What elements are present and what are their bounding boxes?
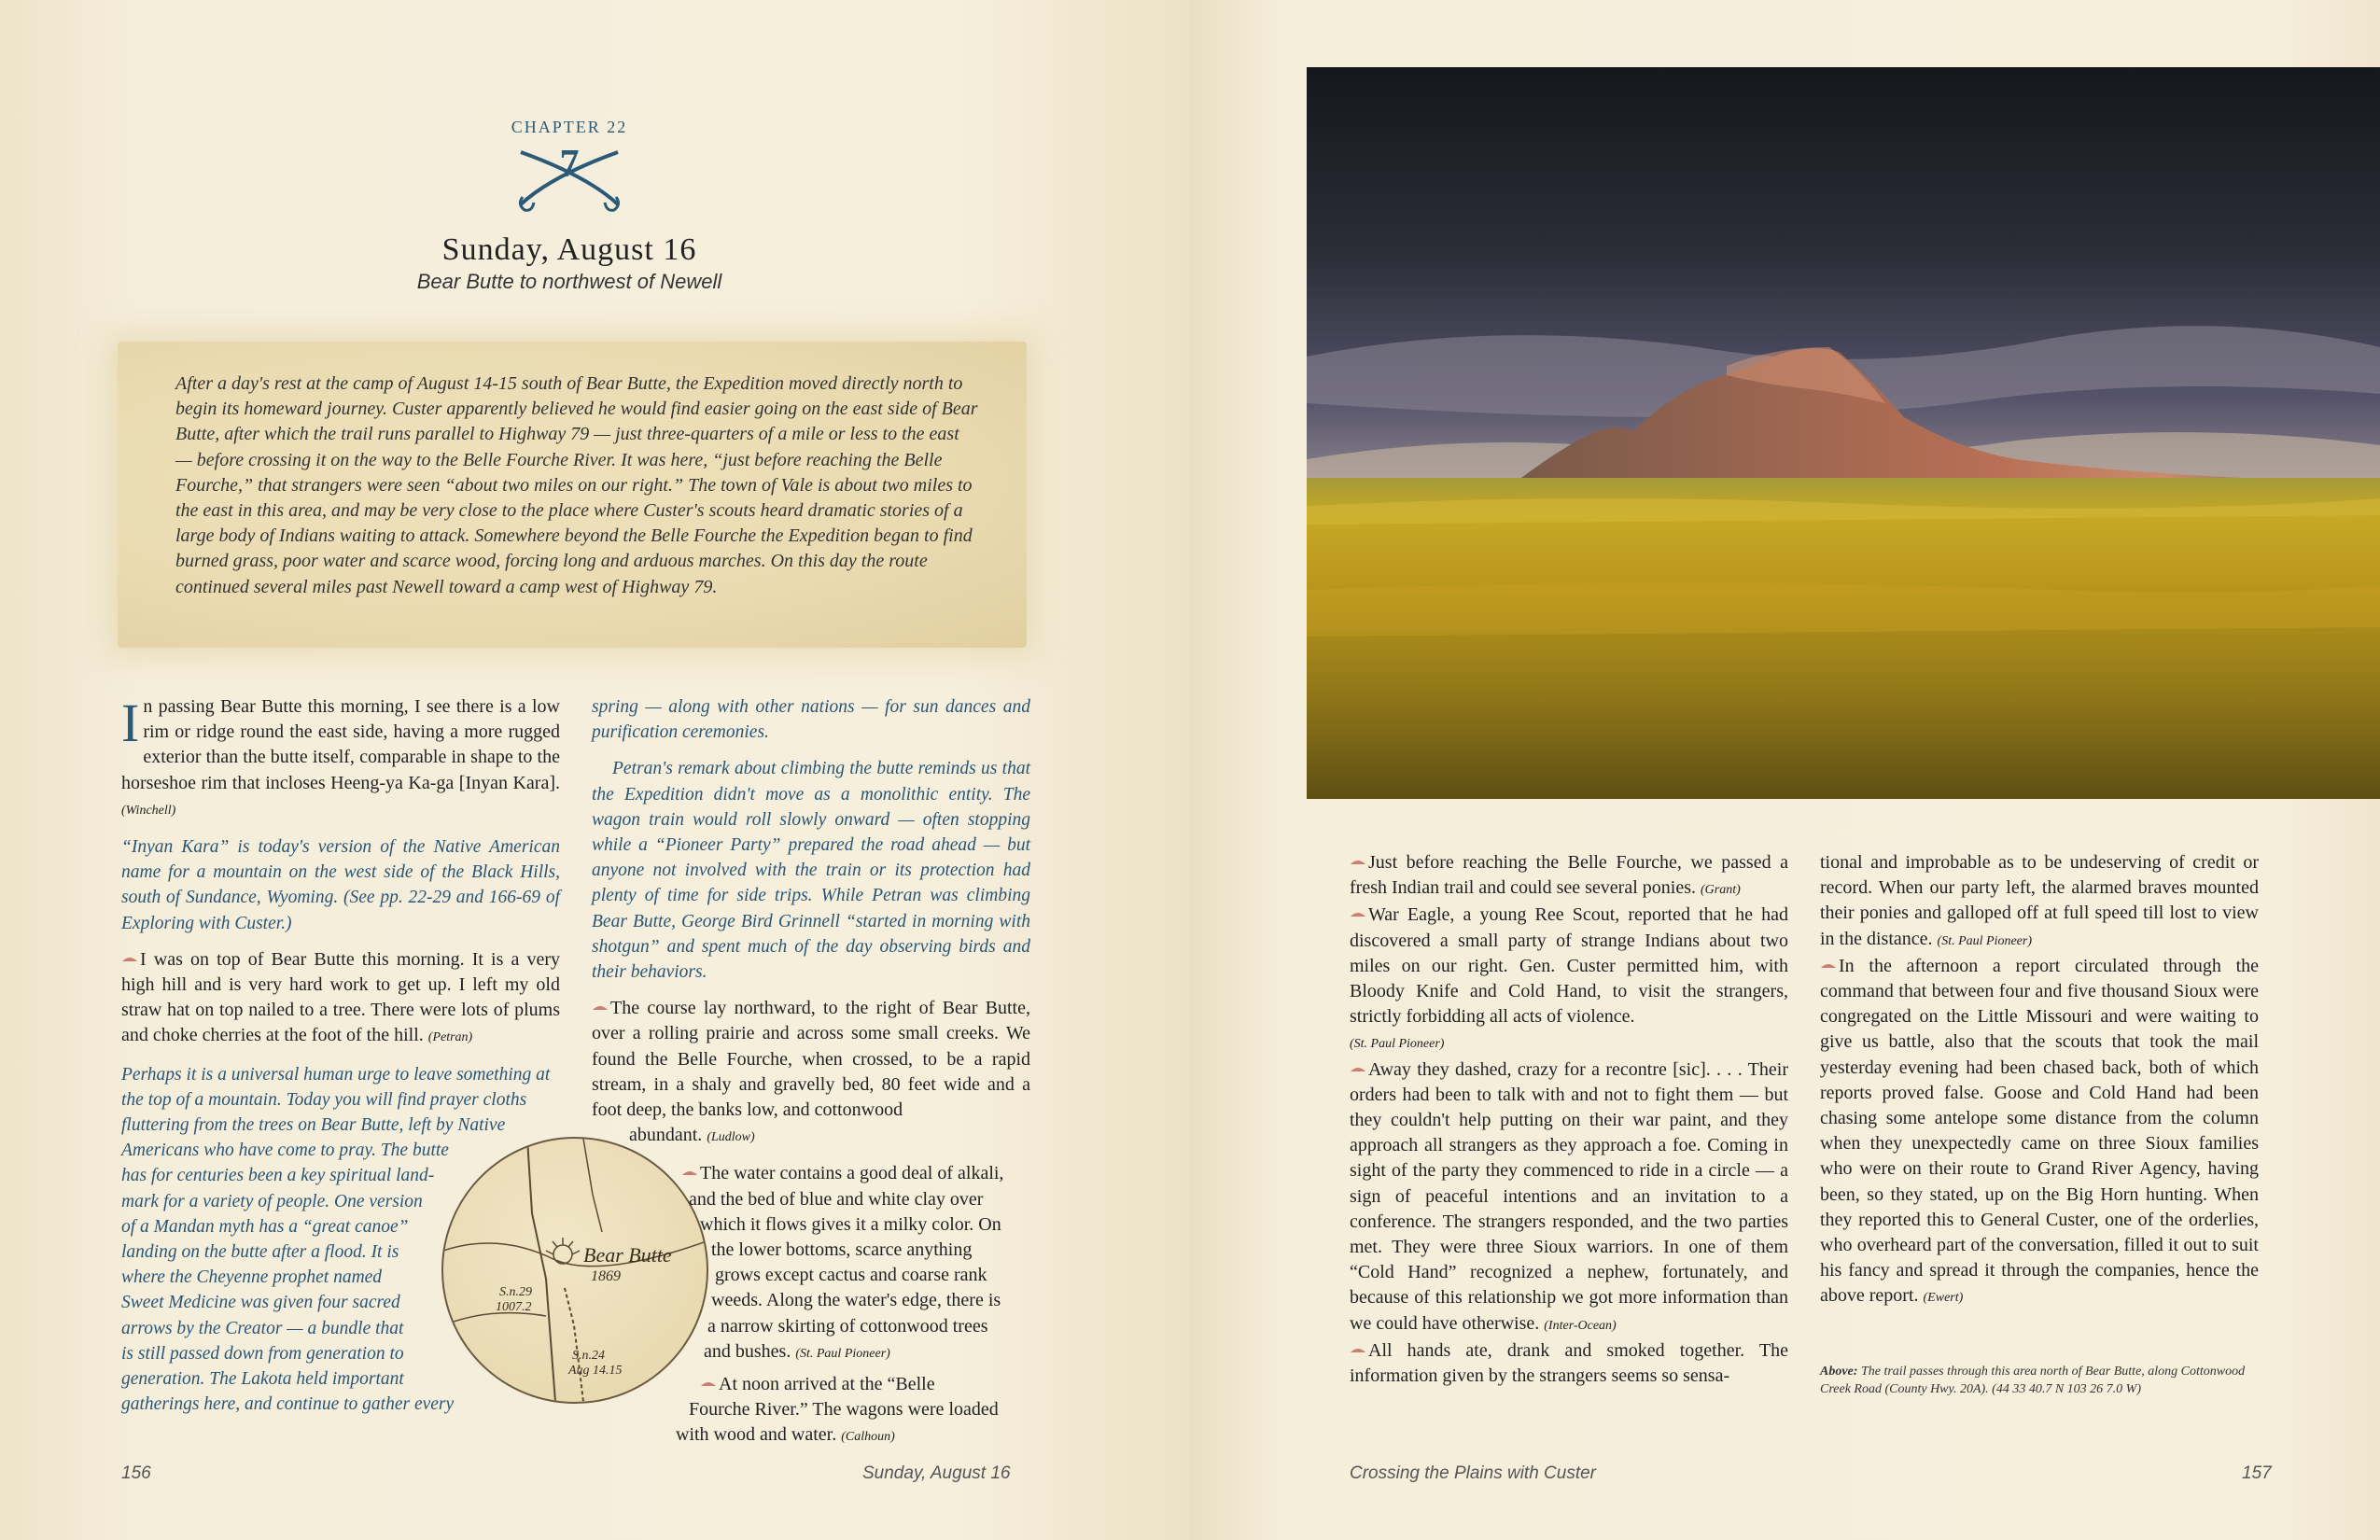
passage-grant	[1350, 850, 1788, 903]
text-line: which it flows gives it a milky color. On	[700, 1213, 1001, 1235]
note-line: is still passed down from generation to	[121, 1343, 404, 1364]
note-line: has for centuries been a key spiritual land-	[121, 1166, 435, 1186]
line-text: At noon arrived at the “Belle	[719, 1374, 935, 1395]
running-head-right: Crossing the Plains with Custer	[1350, 1463, 1596, 1483]
line-text: The water contains a good deal of alkali,	[700, 1163, 1004, 1184]
passage-war-eagle	[1350, 903, 1788, 1057]
chapter-number: 7	[559, 143, 580, 186]
ludlow-text: The course lay northward, to the right of Bear Butte, over a rolling prairie and across some small creeks. We found the Belle Fourche, when crossed, to be a rapid stream, in a shaly and gravelly bed, 80 feet wide and a foot deep, the banks low, and cottonwood	[592, 998, 1030, 1121]
war-eagle-text: War Eagle, a young Ree Scout, reported that he had discovered a small party of strange Indians about two miles on our right. Gen. Custer permitted him, with Bloody Knife and Cold Hand, to visit the strangers, strictly forbidding all acts of violence.	[1350, 904, 1788, 1028]
citation: (Ewert)	[1923, 1291, 1964, 1306]
note-sun-dances: spring — along with other nations — for sun dances and purification ceremonies.	[592, 697, 1030, 743]
winchell-text: n passing Bear Butte this morning, I see there is a low rim or ridge round the east side, having a more rugged exterior than the butte itself, comparable in shape to the horseshoe rim that incloses Heeng-ya Ka-ga [Inyan Kara].	[121, 696, 560, 793]
chapter-heading	[336, 118, 803, 294]
continued-text: tional and improbable as to be undeserving of credit or record. When our party left, the alarmed braves mounted their ponies and galloped off at full speed till lost to view in the distance.	[1820, 852, 2259, 949]
text-line	[681, 1339, 1030, 1366]
passage-all-hands	[1350, 1338, 1788, 1389]
petran-text: I was on top of Bear Butte this morning. It is a very high hill and is very hard work to get up. I left my old straw hat on top nailed to a tree. There were lots of plums and choke cherries at the foot of the hill.	[121, 948, 560, 1046]
note-text: Perhaps it is a universal human urge to leave something at the top of a mountain. Today you will find prayer cloths fluttering from the trees on Bear Butte, left by Native	[121, 1064, 551, 1136]
line-text: with wood and water.	[676, 1424, 837, 1446]
chapter-title: Sunday, August 16	[441, 232, 697, 267]
passage-winchell	[121, 694, 560, 823]
passage-continued	[1820, 850, 2259, 954]
citation: (Inter-Ocean)	[1544, 1318, 1617, 1333]
ludlow-text-end: abundant.	[629, 1125, 703, 1146]
drop-cap: I	[121, 693, 140, 753]
caption-label: Above:	[1820, 1365, 1858, 1379]
crossed-sabers-icon	[513, 139, 625, 223]
note-line: Sweet Medicine was given four sacred	[121, 1293, 400, 1313]
passage-ewert	[1820, 954, 2259, 1311]
citation: (St. Paul Pioneer)	[795, 1346, 890, 1361]
text-line	[681, 1161, 1030, 1186]
note-line: landing on the butte after a flood. It is	[121, 1242, 399, 1263]
citation: (Petran)	[427, 1030, 473, 1045]
map-label-4: Aug 14.15	[568, 1364, 623, 1378]
note-line: gatherings here, and continue to gather every	[121, 1394, 455, 1415]
citation: (St. Paul Pioneer)	[1937, 933, 2033, 948]
note-line: of a Mandan myth has a “great canoe”	[121, 1216, 409, 1237]
line-text: and bushes.	[704, 1340, 791, 1362]
right-column-1	[1350, 850, 1788, 1400]
passage-petran	[121, 947, 560, 1051]
hat-icon	[1350, 1064, 1366, 1073]
text-line: weeds. Along the water's edge, there is	[711, 1290, 1001, 1311]
passage-st-paul	[592, 1161, 1030, 1449]
map-label-year: 1869	[591, 1268, 621, 1284]
citation: (St. Paul Pioneer)	[1350, 1037, 1445, 1052]
map-label-2: 1007.2	[496, 1300, 532, 1314]
note-inyan-kara: “Inyan Kara” is today's version of the Native American name for a mountain on the west side of the Black Hills, south of Sundance, Wyoming. (See pp. 22-29 and 166-69 of Exploring with Custer.)	[121, 837, 560, 933]
text-line: and the bed of blue and white clay over	[689, 1188, 984, 1210]
right-column-2	[1820, 850, 2259, 1323]
hat-icon	[1350, 1345, 1366, 1354]
page-number-right: 157	[2242, 1463, 2272, 1483]
hat-icon	[1350, 909, 1366, 918]
running-head-left: Sunday, August 16	[862, 1463, 1011, 1483]
hat-icon	[121, 954, 138, 963]
hat-icon	[681, 1168, 698, 1177]
ludlow-last-line	[592, 1123, 1030, 1150]
note-line: Americans who have come to pray. The butte	[121, 1141, 449, 1161]
text-line: Fourche River.” The wagons were loaded	[689, 1399, 999, 1421]
note-line: arrows by the Creator — a bundle that	[121, 1318, 404, 1338]
all-hands-text: All hands ate, drank and smoked together. The information given by the strangers seems so sensa-	[1350, 1339, 1788, 1387]
text-line	[681, 1372, 1030, 1397]
map-label-3: S.n.24	[572, 1349, 605, 1363]
text-line: a narrow skirting of cottonwood trees	[707, 1315, 988, 1337]
left-column-2	[592, 694, 1030, 1450]
hat-icon	[1350, 857, 1366, 866]
grant-text: Just before reaching the Belle Fourche, we passed a fresh Indian trail and could see several ponies.	[1350, 852, 1788, 899]
passage-inter-ocean	[1350, 1057, 1788, 1338]
map-label-1: S.n.29	[499, 1285, 532, 1299]
ewert-text: In the afternoon a report circulated through the command that between four and five thousand Sioux were congregated on the Little Missouri and were waiting to give us battle, also that the scouts that took the mail yesterday evening had been chased back, both of which reports proved false. Goose and Cold Hand had been chasing some antelope some distance from the column when they unexpectedly came on three Sioux families who were on their route to Grand River Agency, having been, so they stated, up on the Big Horn hunting. When they reported this to General Custer, one of the orderlies, who overheard part of the conversation, filled it out to suit his fancy and spread it through the companies, hence the above report.	[1820, 955, 2259, 1307]
text-line: the lower bottoms, scarce anything	[711, 1239, 973, 1261]
chapter-label: CHAPTER 22	[511, 118, 628, 136]
page-number-left: 156	[121, 1463, 151, 1483]
note-monolithic: Petran's remark about climbing the butte reminds us that the Expedition didn't move as a monolithic entity. The wagon train would roll slowly onward — often stopping while a “Pioneer Party” prepared the road ahead — but anyone not involved with the train or its protection had plenty of time for side trips. While Petran was climbing Bear Butte, George Bird Grinnell “started in morning with shotgun” and spent much of the day observing birds and their behaviors.	[592, 759, 1030, 983]
bear-butte-photo	[1307, 67, 2380, 799]
hat-icon	[1820, 960, 1837, 970]
intro-text: After a day's rest at the camp of August 14-15 south of Bear Butte, the Expedition moved directly north to begin its homeward journey. Custer apparently believed he would find easier going on the east side of Bear Butte, after which the trail runs parallel to Highway 79 — just three-quarters of a mile or less to the east — before crossing it on the way to the Belle Fourche River. It was here, “just before reaching the Belle Fourche,” that strangers were seen “about two miles on our right.” The town of Vale is about two miles to the east in this area, and may be very close to the place where Custer's scouts heard dramatic stories of a large body of Indians waiting to attack. Somewhere beyond the Belle Fourche the Expedition began to find burned grass, poor water and scarce wood, forcing long and arduous marches. On this day the route continued several miles past Newell toward a camp west of Highway 79.	[175, 373, 978, 597]
citation: (Calhoun)	[841, 1430, 895, 1445]
note-line: generation. The Lakota held important	[121, 1369, 404, 1390]
note-line: where the Cheyenne prophet named	[121, 1267, 383, 1288]
photo-caption	[1820, 1363, 2249, 1398]
chapter-subtitle: Bear Butte to northwest of Newell	[416, 270, 722, 293]
note-line: mark for a variety of people. One version	[121, 1191, 423, 1211]
text-line	[676, 1422, 1030, 1449]
map-label-bear-butte: Bear Butte	[583, 1243, 672, 1267]
caption-text: The trail passes through this area north of Bear Butte, along Cottonwood Creek Road (County Hwy. 20A). (44 33 40.7 N 103 26 7.0 W)	[1820, 1365, 2246, 1396]
intro-parchment	[118, 342, 1027, 648]
citation: (Ludlow)	[707, 1130, 755, 1145]
citation: (Winchell)	[121, 803, 176, 818]
citation: (Grant)	[1700, 883, 1741, 898]
landscape-image	[1307, 67, 2380, 799]
hat-icon	[700, 1379, 717, 1388]
text-line: grows except cactus and coarse rank	[715, 1265, 987, 1286]
hat-icon	[592, 1002, 609, 1012]
inter-ocean-text: Away they dashed, crazy for a recontre [sic]. . . . Their orders had been to talk with and not to fight them — but they couldn't help putting on their war paint, and they approach all strangers as they approach a foe. Coming in sight of the party they commenced to ride in a circle — a sign of peaceful intentions and an invitation to a conference. The strangers responded, and the two parties met. They were three Sioux warriors. In one of them “Cold Hand” recognized a nephew, fortunately, and because of this relationship we got more information than we could have otherwise.	[1350, 1058, 1788, 1334]
passage-ludlow	[592, 996, 1030, 1123]
